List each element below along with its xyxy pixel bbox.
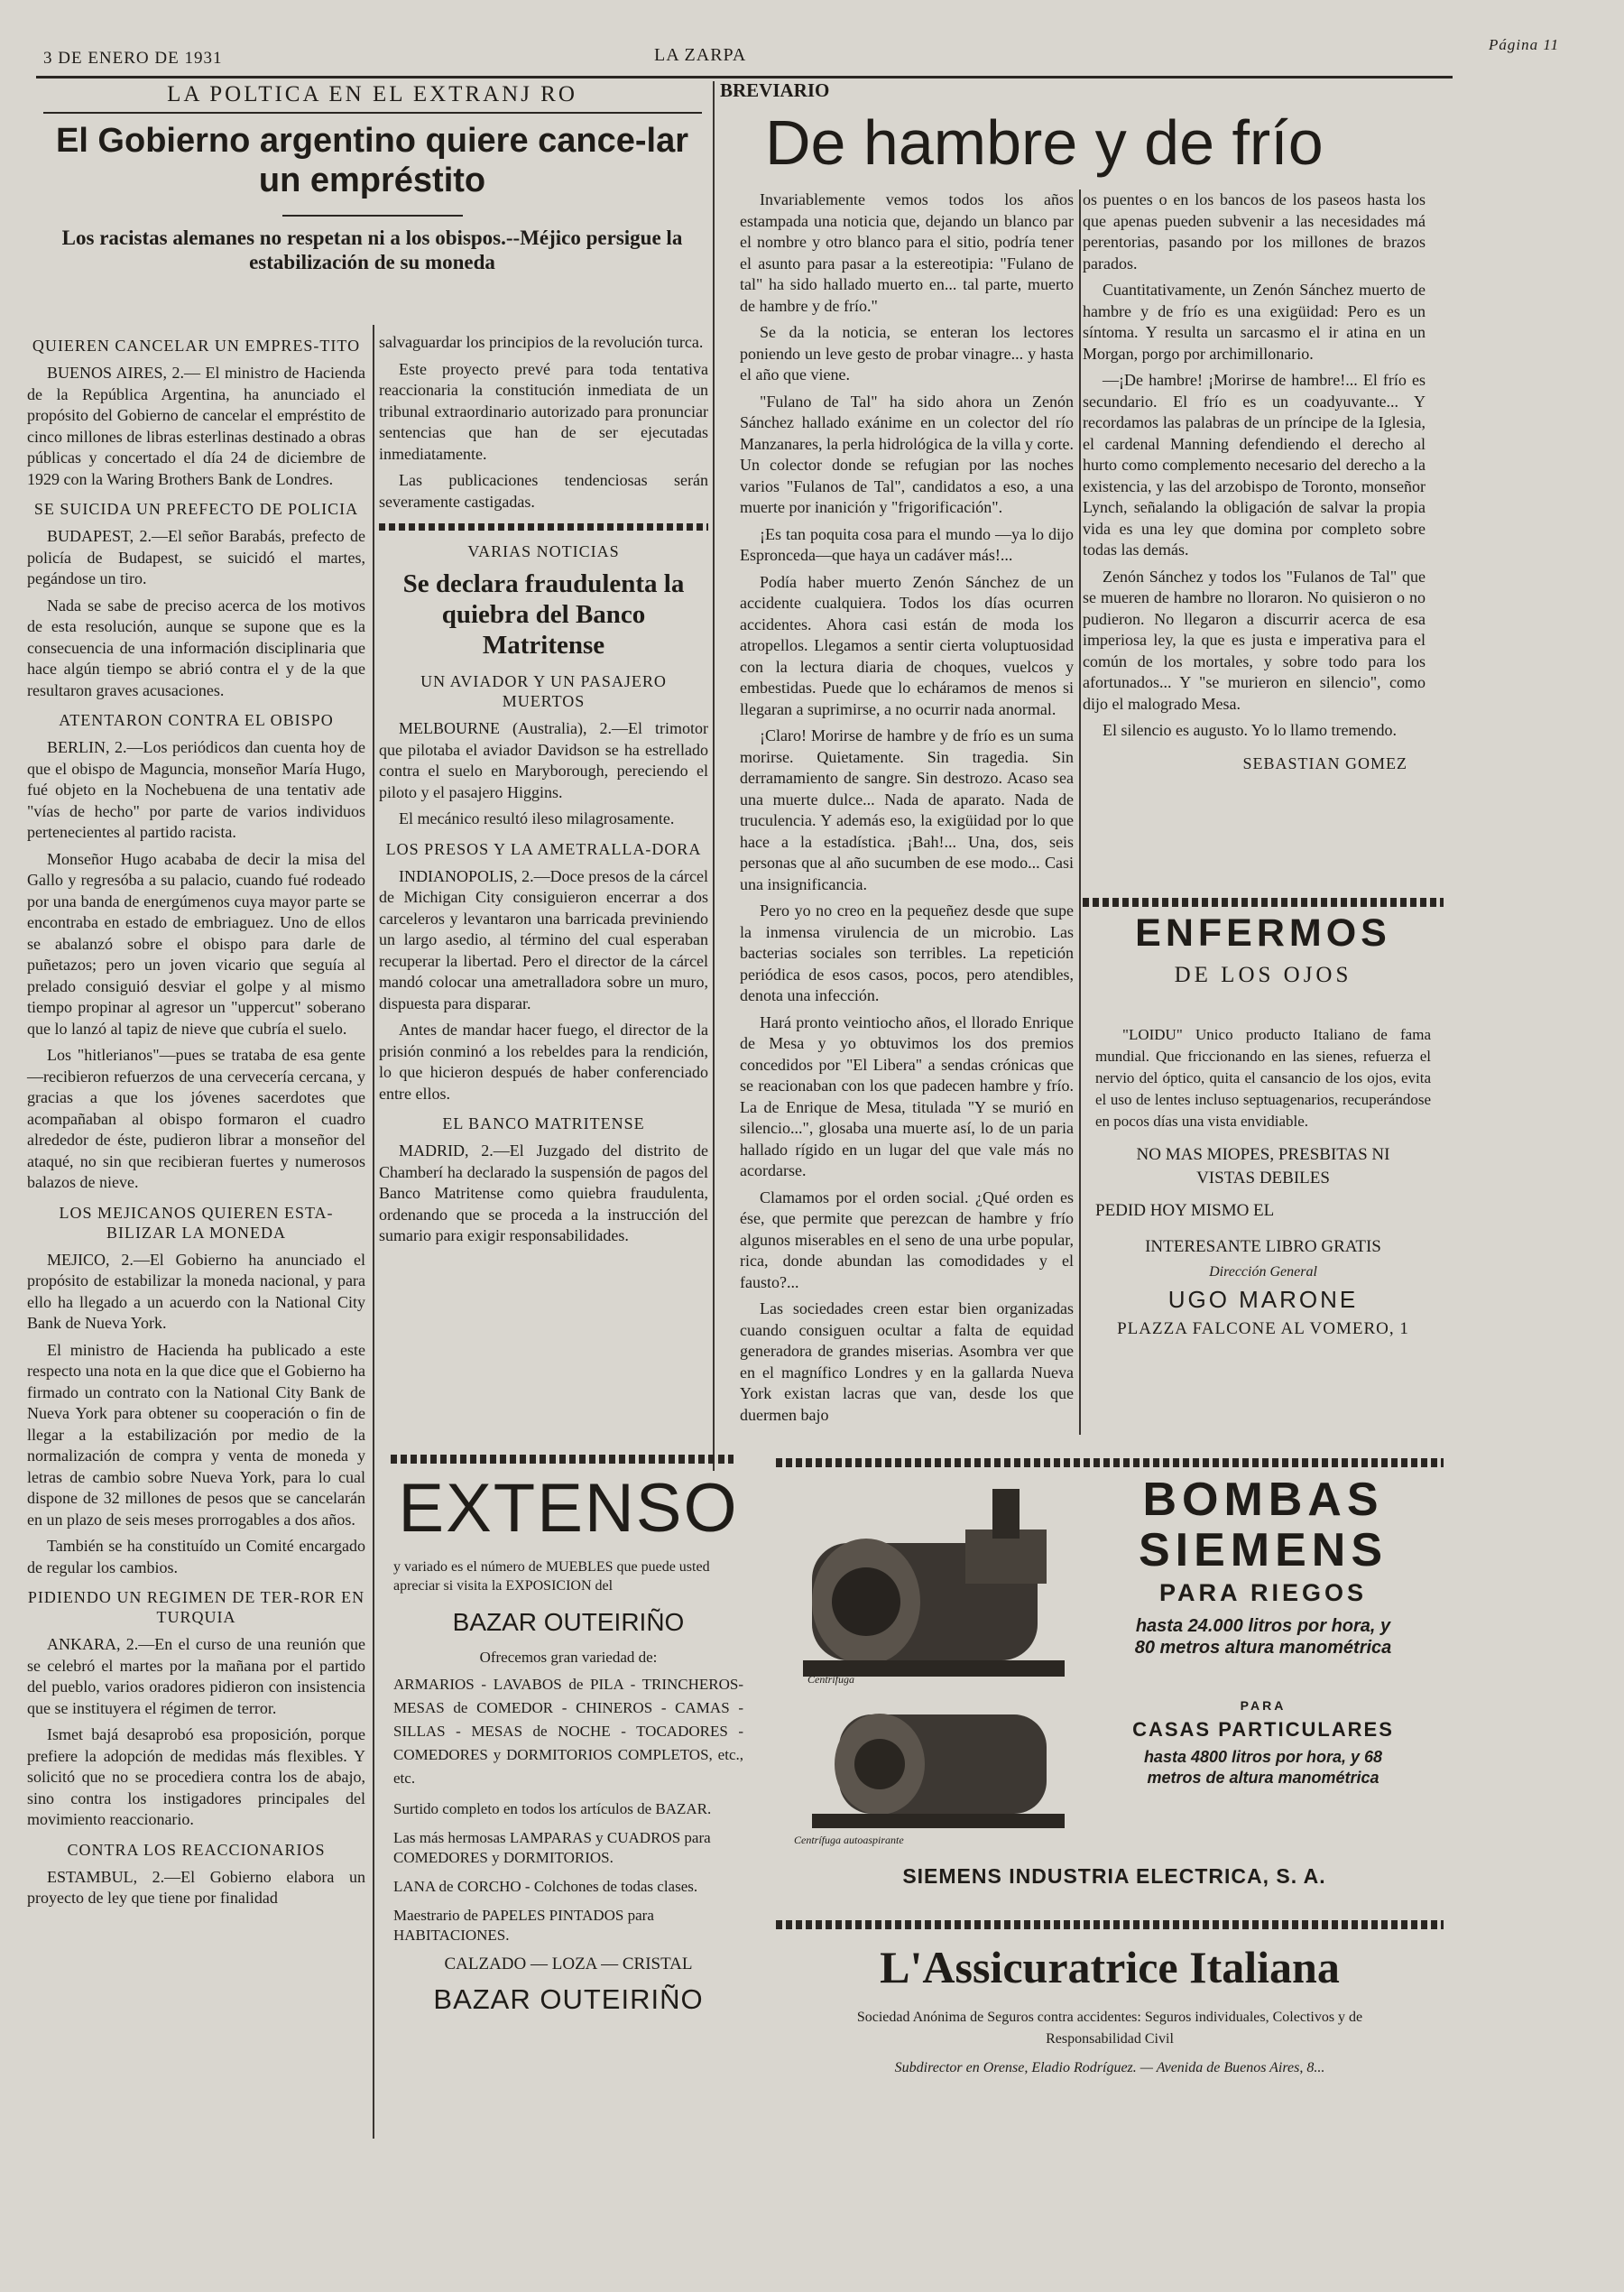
ad-eyes-line: INTERESANTE LIBRO GRATIS [1145, 1237, 1381, 1256]
ad-assicuratrice-title: L'Assicuratrice Italiana [880, 1942, 1340, 1992]
ad-assicuratrice-line-1: Sociedad Anónima de Seguros contra accidentes: Seguros individuales, Colectivos y de Responsabilidad Civil [856, 2010, 1363, 2047]
ad-bazar-line: Maestrario de PAPELES PINTADOS para HABITACIONES. [393, 1907, 654, 1944]
ad-assicuratrice [776, 1940, 1444, 2086]
column-divider [1079, 189, 1081, 1435]
breviario-headline: De hambre y de frío [765, 107, 1324, 178]
paragraph: Cuantitativamente, un Zenón Sánchez muerto de hambre y de frío es una exigüidad: Pero es un síntoma. Y resulta un sarcasmo el ir atina en un Morgan, porgo por archimillonario. [1083, 281, 1426, 363]
breviario-col-a [740, 189, 1074, 1431]
paragraph: ¡Es tan poquita cosa para el mundo —ya lo dijo Espronceda—que haya un cadáver más!... [740, 524, 1074, 564]
ad-eyes-line: NO MAS MIOPES, PRESBITAS NI VISTAS DEBILES [1136, 1145, 1390, 1188]
paragraph: salvaguardar los principios de la revolución turca. [379, 333, 704, 351]
dotted-rule [1083, 898, 1444, 907]
ad-eyes-direccion: Dirección General [1209, 1264, 1317, 1280]
paragraph: MELBOURNE (Australia), 2.—El trimotor que pilotaba el aviador Davidson se ha estrellado contra el suelo en Maryborough, pereciendo el piloto y el pasajero Higgins. [379, 719, 708, 801]
ad-eyes-title: ENFERMOS [1135, 911, 1391, 955]
paragraph: Antes de mandar hacer fuego, el director de la prisión conminó a los rebeldes para la rendición, lo que hicieron después de haber conferenciado entre ellos. [379, 1021, 708, 1103]
paragraph: El ministro de Hacienda ha publicado a este respecto una nota en la que dice que el Gobierno ha firmado un contrato con la National City Bank de Nueva York para obtener su cooperación o fin de llegar a la estabilización por medio de la normalización de compra y venta de moneda y letras de cambio sobre Nueva York, para lo cual dispone de 32 millones de pesos que se cancelarán en un plazo de seis meses prorrogables a dos años. [27, 1340, 365, 1529]
ad-eyes-address: PLAZZA FALCONE AL VOMERO, 1 [1117, 1319, 1409, 1338]
paragraph: ANKARA, 2.—En el curso de una reunión que se celebró el martes por la mañana por el partido del pueblo, varios oradores pidieron con insistencia que se instituyera el régimen de terror. [27, 1635, 365, 1717]
dotted-rule [776, 1920, 1444, 1929]
story-title: UN AVIADOR Y UN PASAJERO MUERTOS [420, 672, 667, 710]
foreign-news-header [36, 79, 708, 274]
column-divider [373, 325, 374, 2139]
ad-eyes-line: PEDID HOY MISMO EL [1095, 1201, 1275, 1220]
paragraph: BUDAPEST, 2.—El señor Barabás, prefecto de policía de Budapest, se suicidó el martes, pegándose un tiro. [27, 527, 365, 587]
paragraph: Se da la noticia, se enteran los lectores poniendo un leve gesto de probar vinagre... y hasta el año que viene. [740, 323, 1074, 384]
ad-bazar-items: ARMARIOS - LAVABOS de PILA - TRINCHEROS-MESAS de COMEDOR - CHINEROS - CAMAS - SILLAS - MESAS de NOCHE - TOCADORES - COMEDORES y DORMITORIOS COMPLETOS, etc., etc. [393, 1676, 743, 1787]
paragraph: Los "hitlerianos"—pues se trataba de esa gente—recibieron refuerzos de una cervecería cercana, y gracias a que los jóvenes sacerdotes que acompañaban al obispo formaron el cuadro alrededor de éste, pudieron librar a monseñor del ataqué, no sin que recibieran fuertes y numerosos balazos de nieve. [27, 1046, 365, 1191]
ad-eyes-subtitle: DE LOS OJOS [1174, 963, 1352, 987]
section-title: LA POLTICA EN EL EXTRANJ RO [167, 82, 577, 106]
pump-illustration [785, 1480, 1110, 1850]
pump-label-1: Centrífuga [807, 1673, 855, 1686]
paragraph: ¡Claro! Morirse de hambre y de frío es un suma morirse. Quietamente. Sin tragedia. Sin derramamiento de sangre. Sin destrozo. Acaso sea una muerte dulce... Nada de aparato. Nada de truculencia. Y además eso, la exigüidad por lo que hace a la estadística. ¡Bah!... Una, dos, seis personas que al año sucumben de ese modo... Casi una insignificancia. [740, 726, 1074, 893]
paragraph: Invariablemente vemos todos los años estampada una noticia que, dejando un blanco par el nombre y otro blanco para el sitio, podría tener el asunto para pasar a la estereotipia: "Fulano de tal" ha sido hallado muerto en... tal parte, muerto de hambre y de frío." [740, 190, 1074, 315]
section-title: VARIAS NOTICIAS [467, 542, 620, 560]
paragraph: Este proyecto prevé para toda tentativa reaccionaria la constitución inmediata de un tribunal extraordinario autorizado para pronunciar sentencias que han de ser ejecutadas inmediatamente. [379, 359, 708, 463]
story-title: EL BANCO MATRITENSE [442, 1114, 645, 1132]
ad-siemens-spec-2: hasta 4800 litros por hora, y 68 metros de altura manométrica [1143, 1748, 1383, 1787]
paragraph: Nada se sabe de preciso acerca de los motivos de esta resolución, aunque se supone que es la consecuencia de una información disciplinaria que hace algún tiempo se abrió contra el y de la que resultaron graves acusaciones. [27, 596, 365, 699]
main-subhead: Los racistas alemanes no respetan ni a los obispos.--Méjico persigue la estabilización de su moneda [61, 226, 683, 273]
paragraph: Las sociedades creen estar bien organizadas cuando consiguen ocultar a falta de equidad generadora de grandes miserias. Asombra ver que en el magnífico Londres y en la gallarda Nueva York existan lacras que van, desde los que duermen bajo [740, 1299, 1074, 1424]
ad-bazar-line: LANA de CORCHO - Colchones de todas clases. [393, 1878, 698, 1895]
dotted-rule [776, 1458, 1444, 1467]
paragraph: MEJICO, 2.—El Gobierno ha anunciado el propósito de estabilizar la moneda nacional, y para ello ha llegado a un acuerdo con la National City Bank de Nueva York. [27, 1250, 365, 1332]
ad-siemens-title-1: BOMBAS [1142, 1474, 1384, 1526]
ad-bazar-line: Las más hermosas LAMPARAS y CUADROS para COMEDORES y DORMITORIOS. [393, 1829, 711, 1866]
column-divider [713, 81, 715, 1471]
column-1 [27, 327, 365, 1915]
ad-eyes-name: UGO MARONE [1167, 1286, 1359, 1313]
ad-eyes-text: "LOIDU" Unico producto Italiano de fama mundial. Que friccionando en las sienes, refuerza el nervio del óptico, quita el cansancio de los ojos, evita el uso de lentes incluso septuagenarios, recuperándose en pocos días una vista envidiable. [1095, 1026, 1431, 1130]
story-title: LOS MEJICANOS QUIEREN ESTA-BILIZAR LA MONEDA [59, 1203, 334, 1242]
paragraph: Ismet bajá desaprobó esa proposición, porque prefiere la adopción de medidas más flexibles. Y solicitó que no se procediera contra los de abajo, sino contra los instigadores principales del movimiento reaccionario. [27, 1725, 365, 1828]
ad-siemens-casas: CASAS PARTICULARES [1132, 1718, 1394, 1741]
ad-siemens-para: PARA [1240, 1698, 1287, 1713]
paragraph: Las publicaciones tendenciosas serán severamente castigadas. [379, 471, 708, 511]
paragraph: El silencio es augusto. Yo lo llamo tremendo. [1103, 721, 1397, 739]
paragraph: os puentes o en los bancos de los paseos hasta los que apenas pueden subvenir a las necesidades má perentorias, pasando por los millones de brazos parados. [1083, 190, 1426, 273]
breviario-label: BREVIARIO [720, 79, 830, 101]
ad-siemens-spec-1: hasta 24.000 litros por hora, y 80 metros altura manométrica [1134, 1616, 1392, 1658]
paragraph: También se ha constituído un Comité encargado de regular los cambios. [27, 1537, 365, 1576]
paragraph: Podía haber muerto Zenón Sánchez de un accidente cualquiera. Todos los días ocurren accidentes. Ahora casi están de moda los atropellos. Llegamos a sentir cierta voluptuosidad con la lectura diaria de choques, vuelcos y embestidas. Puede que lo echáramos de menos si llegaran a suprimirse, a no ocurrir nada anormal. [740, 572, 1074, 718]
story-title: LOS PRESOS Y LA AMETRALLA-DORA [385, 839, 702, 858]
paragraph: BUENOS AIRES, 2.— El ministro de Hacienda de la República Argentina, ha anunciado el propósito del Gobierno de cancelar el empréstito de cinco millones de libras esterlinas destinado a obras públicas y concertado el día 24 de diciembre de 1929 con la Waring Brothers Bank de Londres. [27, 364, 365, 488]
news-headline: Se declara fraudulenta la quiebra del Banco Matritense [402, 569, 685, 660]
story-title: CONTRA LOS REACCIONARIOS [67, 1840, 326, 1859]
ad-bazar-title: EXTENSO [398, 1470, 739, 1547]
column-2 [379, 332, 708, 1252]
paragraph: BERLIN, 2.—Los periódicos dan cuenta hoy de que el obispo de Maguncia, monseñor María Hugo, fué objeto en la Nochebuena de una tentativ ade "vías de hecho" por parte de varios individuos pertenecientes al partido racista. [27, 738, 365, 841]
ad-bazar [388, 1471, 749, 2016]
masthead-page: Página 11 [1489, 36, 1560, 53]
paragraph: Zenón Sánchez y todos los "Fulanos de Tal" que se mueren de hambre no lloraron. No quisieron o no pudieron. No llegaron a discurrir acerca de esa imperiosa ley, la que es justa e imperativa para el común de los mortales, y sobre todo para los afortunados... Y "se murieron en silencio", como dijo el malogrado Mesa. [1083, 567, 1426, 713]
dotted-rule [379, 523, 708, 531]
paragraph: Hará pronto veintiocho años, el llorado Enrique de Mesa y yo obtuvimos los dos premios concedidos por "El Libera" a sendas crónicas que se reacionaban con los que padecen hambre y frío. La de Enrique de Mesa, titulada "Y se murió en silencio...", glosaba una muerte así, lo de un paria hallado rígido en un lugar del que vale más no acordarse. [740, 1012, 1074, 1179]
ad-bazar-name: BAZAR OUTEIRIÑO [452, 1608, 685, 1636]
paragraph: ESTAMBUL, 2.—El Gobierno elabora un proyecto de ley que tiene por finalidad [27, 1867, 365, 1907]
masthead-rule [36, 76, 1453, 79]
paragraph: Clamamos por el orden social. ¿Qué orden es ése, que permite que perezcan de hambre y frío algunos miserables en el seno de una urbe popular, rica, donde abundan las comodidades y el fausto?... [740, 1188, 1074, 1291]
ad-eyes [1083, 911, 1444, 1339]
ad-bazar-line: CALZADO — LOZA — CRISTAL [444, 1955, 693, 1973]
main-headline: El Gobierno argentino quiere cance-lar un empréstito [55, 122, 689, 199]
paragraph: INDIANOPOLIS, 2.—Doce presos de la cárcel de Michigan City consiguieron encerrar a dos carceleros y levantaron una barricada previniendo un largo asedio, al término del cual esperaban recuperar la libertad. Pero el director de la cárcel mandó colocar una ametralladora sobre un muro, dispuesta para disparar. [379, 866, 708, 1012]
breviario-col-b [1083, 189, 1426, 773]
story-title: QUIEREN CANCELAR UN EMPRES-TITO [32, 337, 361, 355]
signature: SEBASTIAN GOMEZ [1242, 753, 1407, 772]
dotted-rule [391, 1455, 734, 1464]
paragraph: Pero yo no creo en la pequeñez desde que supe la inmensa virulencia de un microbio. Las bacterias sociales son terribles. La repetición periódica de esos casos, pocos, pero atendibles, denota una infección. [740, 901, 1074, 1004]
story-title: ATENTARON CONTRA EL OBISPO [59, 711, 334, 729]
ad-bazar-intro: y variado es el número de MUEBLES que puede usted apreciar si visita la EXPOSICION del [393, 1559, 710, 1594]
ad-siemens-footer: SIEMENS INDUSTRIA ELECTRICA, S. A. [902, 1864, 1326, 1888]
masthead-date: 3 DE ENERO DE 1931 [43, 49, 223, 68]
paragraph: —¡De hambre! ¡Morirse de hambre!... El frío es secundario. El frío es un coadyuvante... Y recordamos las palabras de un príncipe de la Iglesia, el cardenal Manning defendiendo el derecho al hurto como complemento necesario del derecho a la existencia, y las del arzobispo de Toronto, monseñor Lynch, señalando la obligación de salvar la propia vida es una ley que domina por completo sobre todas las demás. [1083, 371, 1426, 559]
ad-bazar-name-2: BAZAR OUTEIRIÑO [433, 1983, 704, 2015]
ad-siemens [776, 1469, 1444, 1902]
paragraph: MADRID, 2.—El Juzgado del distrito de Chamberí ha declarado la suspensión de pagos del Banco Matritense como quiebra fraudulenta, ordenando que se proceda a la instrucción del sumario para exigir responsabilidades. [379, 1141, 708, 1244]
ad-bazar-line: Surtido completo en todos los artículos de BAZAR. [393, 1800, 712, 1817]
paragraph: "Fulano de Tal" ha sido ahora un Zenón Sánchez hallado exánime en un colector del río Manzanares, la perla hidrológica de la villa y corte. Un colector donde se refugian por las noches varios "Fulanos de Tal", candidatos a eso, a una muerte por inanición y "frigorificación". [740, 392, 1074, 516]
ad-siemens-title-3: PARA RIEGOS [1158, 1579, 1368, 1606]
story-title: PIDIENDO UN REGIMEN DE TER-ROR EN TURQUIA [27, 1588, 365, 1626]
ad-bazar-offer: Ofrecemos gran variedad de: [479, 1649, 658, 1666]
paragraph: El mecánico resultó ileso milagrosamente. [399, 809, 675, 827]
ad-siemens-title-2: SIEMENS [1138, 1524, 1389, 1576]
story-title: SE SUICIDA UN PREFECTO DE POLICIA [33, 500, 359, 518]
pump-label-2: Centrífuga autoaspirante [794, 1834, 904, 1846]
masthead-paper: LA ZARPA [654, 45, 747, 65]
ad-assicuratrice-line-2: Subdirector en Orense, Eladio Rodríguez. — Avenida de Buenos Aires, 8... [894, 2060, 1325, 2075]
paragraph: Monseñor Hugo acababa de decir la misa del Gallo y regresóba a su palacio, cuando fué rodeado por una banda de energúmenos cuya mayor parte se encontraba en estado de embriaguez. Uno de ellos se abalanzó sobre el obispo para darle de puñetazos; pero un joven vicario que seguía al prelado consiguió desviar el golpe y al mismo tiempo propinar al agresor un "uppercut" soberano que lo lanzó al tapiz de nieve que cubría el suelo. [27, 849, 365, 1038]
